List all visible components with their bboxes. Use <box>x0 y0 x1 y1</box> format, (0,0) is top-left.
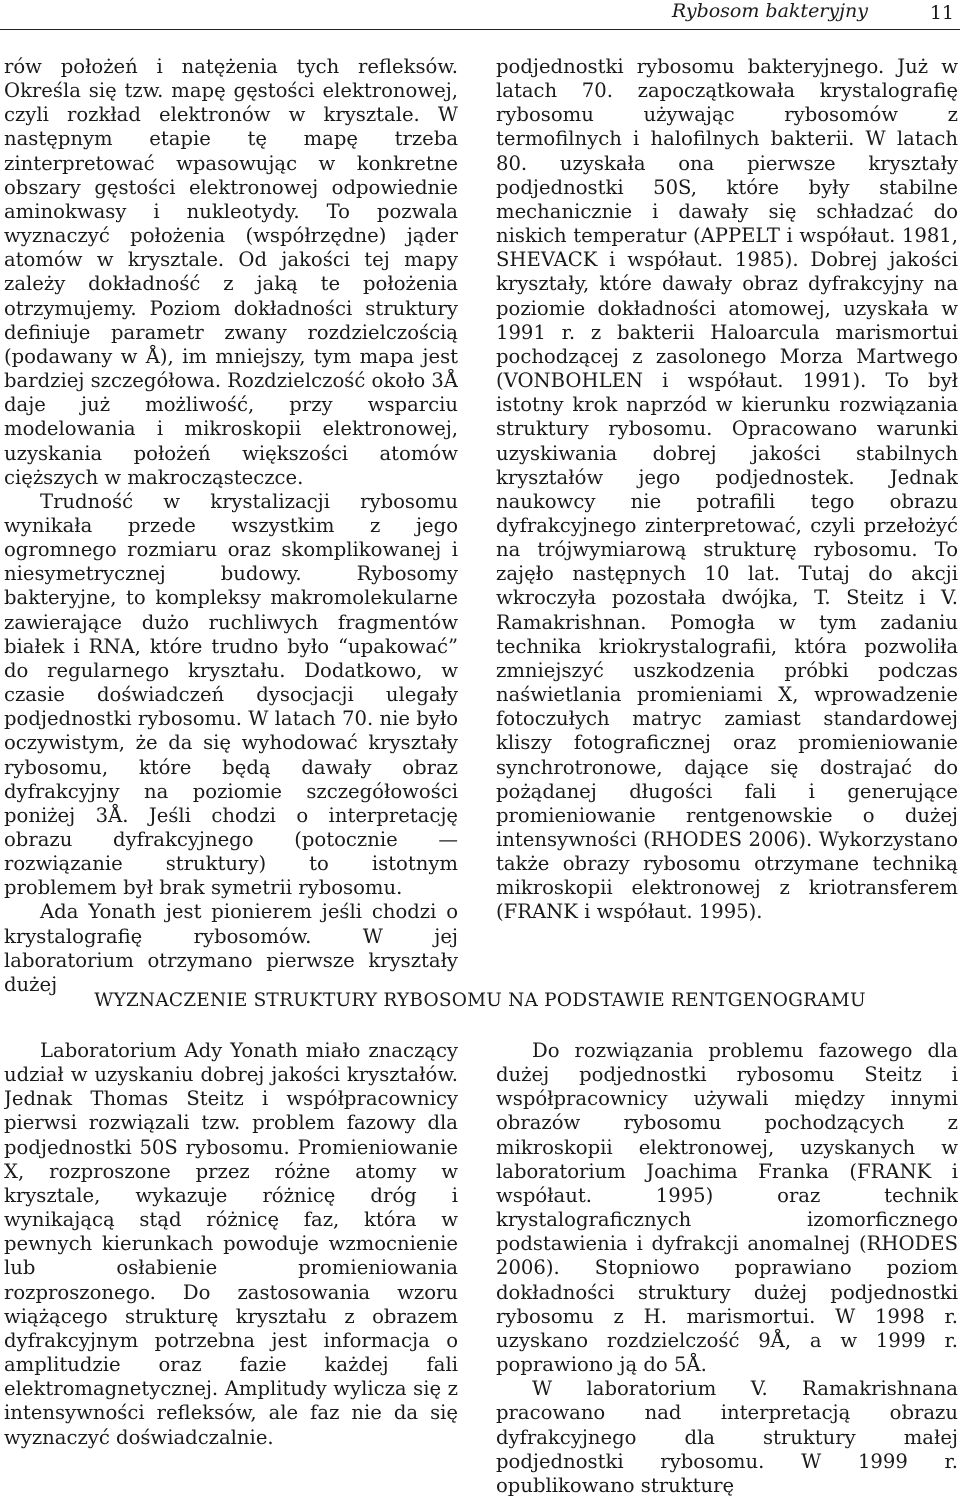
running-title: Rybosom bakteryjny <box>671 0 868 22</box>
paragraph: Ada Yonath jest pionierem jeśli chodzi o krystalografię rybosomów. W jej laboratorium otrzymano pierwsze kryształy dużej <box>4 900 458 996</box>
paragraph: rów położeń i natężenia tych refleksów. Określa się tzw. mapę gęstości elektronowej, czyli rozkład elektronów w krysztale. W następnym etapie tę mapę trzeba zinterpretować wpasowując w konkretne obszary gęstości elektronowej odpowiednie aminokwasy i nukleotydy. To pozwala wyznaczyć położenia (współrzędne) jąder atomów w krysztale. Od jakości tej mapy zależy dokładność z jaką te położenia otrzymujemy. Poziom dokładności struktury definiuje parametr zwany rozdzielczością (podawany w Å), im mniejszy, tym mapa jest bardziej szczegółowa. Rozdzielczość około 3Å daje już możliwość, przy wsparciu modelowania i mikroskopii elektronowej, uzyskania położeń większości atomów cięższych w makrocząsteczce. <box>4 55 458 489</box>
paragraph: Laboratorium Ady Yonath miało znaczący udział w uzyskaniu dobrej jakości kryształów. Jednak Thomas Steitz i współpracownicy pierwsi rozwiązali tzw. problem fazowy dla podjednostki 50S rybosomu. Promieniowanie X, rozproszone przez różne atomy w krysztale, wykazuje różnicę dróg i wynikającą stąd różnicę faz, która w pewnych kierunkach powoduje wzmocnienie lub osłabienie promieniowania rozproszonego. Do zastosowania wzoru wiążącego strukturę kryształu z obrazem dyfrakcyjnym potrzebna jest informacja o amplitudzie oraz fazie każdej fali elektromagnetycznej. Amplitudy wylicza się z intensywności refleksów, ale faz nie da się wyznaczyć doświadczalnie. <box>4 1039 458 1449</box>
header-rule <box>0 29 960 30</box>
page-number: 11 <box>929 2 954 24</box>
paragraph: Trudność w krystalizacji rybosomu wynikała przede wszystkim z jego ogromnego rozmiaru oraz skomplikowanej i niesymetrycznej budowy. Rybosomy bakteryjne, to kompleksy makromolekularne zawierające dużo ruchliwych fragmentów białek i RNA, które trudno było “upakować” do regularnego kryształu. Dodatkowo, w czasie doświadczeń dysocjacji ulegały podjednostki rybosomu. W latach 70. nie było oczywistym, że da się wyhodować kryształy rybosomu, które będą dawały obraz dyfrakcyjny na poziomie szczegółowości poniżej 3Å. Jeśli chodzi o interpretację obrazu dyfrakcyjnego (potocznie — rozwiązanie struktury) to istotnym problemem był brak symetrii rybosomu. <box>4 489 458 900</box>
top-right-column <box>496 55 958 925</box>
page-header <box>0 0 960 34</box>
top-left-column <box>4 55 458 997</box>
bottom-right-column <box>496 1039 958 1498</box>
paragraph: Do rozwiązania problemu fazowego dla dużej podjednostki rybosomu Steitz i współpracownicy używali między innymi obrazów rybosomu pochodzących z mikroskopii elektronowej, uzyskanych w laboratorium Joachima Franka (FRANK i współaut. 1995) oraz technik krystalograficznych izomorficznego podstawienia i dyfrakcji anomalnej (RHODES 2006). Stopniowo poprawiano poziom dokładności struktury dużej podjednostki rybosomu z H. marismortui. W 1998 r. uzyskano rozdzielczość 9Å, a w 1999 r. poprawiono ją do 5Å. <box>496 1039 958 1377</box>
section-heading: WYZNACZENIE STRUKTURY RYBOSOMU NA PODSTAWIE RENTGENOGRAMU <box>94 990 866 1011</box>
bottom-left-column <box>4 1039 458 1450</box>
paragraph: podjednostki rybosomu bakteryjnego. Już w latach 70. zapoczątkowała krystalografię rybosomu używając rybosomów z termofilnych i halofilnych bakterii. W latach 80. uzyskała ona pierwsze kryształy podjednostki 50S, które były stabilne mechanicznie i dawały się schładzać do niskich temperatur (APPELT i współaut. 1981, SHEVACK i współaut. 1985). Dobrej jakości kryształy, które dawały obraz dyfrakcyjny na poziomie dokładności atomowej, uzyskała w 1991 r. z bakterii Haloarcula marismortui pochodzącej z zasolonego Morza Martwego (VONBOHLEN i współaut. 1991). To był istotny krok naprzód w kierunku rozwiązania struktury rybosomu. Opracowano warunki uzyskiwania dobrej jakości stabilnych kryształów jego podjednostek. Jednak naukowcy nie potrafili tego obrazu dyfrakcyjnego zinterpretować, czyli przełożyć na trójwymiarową strukturę rybosomu. To zajęło następnych 10 lat. Tutaj do akcji wkroczyła pozostała dwójka, T. Steitz i V. Ramakrishnan. Pomogła w tym zadaniu technika kriokrystalografii, która pozwoliła zmniejszyć uszkodzenia próbki podczas naświetlania promieniami X, wprowadzenie fotoczułych matryc zamiast standardowej kliszy fotograficznej oraz promieniowanie synchrotronowe, dające się dostrajać do pożądanej długości fali i generujące promieniowanie rentgenowskie o dużej intensywności (RHODES 2006). Wykorzystano także obrazy rybosomu otrzymane techniką mikroskopii elektronowej z kriotransferem (FRANK i współaut. 1995). <box>496 55 958 924</box>
paragraph: W laboratorium V. Ramakrishnana pracowano nad interpretacją obrazu dyfrakcyjnego dla struktury małej podjednostki rybosomu. W 1999 r. opublikowano strukturę <box>496 1377 958 1497</box>
